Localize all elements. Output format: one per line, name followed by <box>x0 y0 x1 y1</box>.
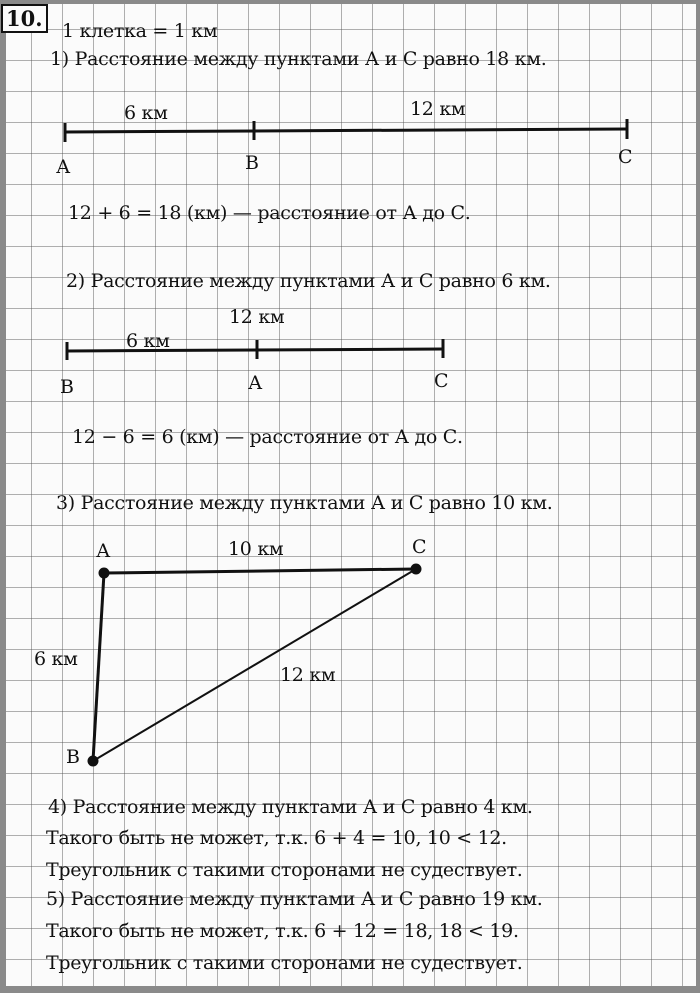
vertex-c <box>412 565 420 573</box>
task-number: 10. <box>1 4 48 33</box>
part1-heading: 1) Расстояние между пунктами А и С равно 18 км. <box>50 48 547 70</box>
part5-heading: 5) Расстояние между пунктами А и С равно 19 км. <box>46 888 543 910</box>
part3-label-bc: 12 км <box>280 664 336 686</box>
part3-label-ab: 6 км <box>34 648 78 670</box>
part5-line2: Треугольник с такими сторонами не судествует. <box>46 952 523 974</box>
vertex-b <box>89 757 97 765</box>
part4-line1: Такого быть не может, т.к. 6 + 4 = 10, 10 < 12. <box>46 827 507 849</box>
part1-point-c: С <box>618 146 633 168</box>
part1-label-6km: 6 км <box>124 102 168 124</box>
triangle-side-ab <box>93 573 104 761</box>
part2-heading: 2) Расстояние между пунктами А и С равно 6 км. <box>66 270 551 292</box>
part3-label-ac: 10 км <box>228 538 284 560</box>
triangle-side-ac <box>104 569 416 573</box>
part1-point-a: А <box>56 156 71 178</box>
scale-note: 1 клетка = 1 км <box>62 20 218 42</box>
part4-line2: Треугольник с такими сторонами не судествует. <box>46 859 523 881</box>
part2-point-a: А <box>248 372 263 394</box>
part2-label-6km: 6 км <box>126 330 170 352</box>
part5-line1: Такого быть не может, т.к. 6 + 12 = 18, 18 < 19. <box>46 920 519 942</box>
part1-label-12km: 12 км <box>410 98 466 120</box>
segment-line-2 <box>67 349 443 351</box>
part1-point-b: В <box>245 152 259 174</box>
part2-point-c: С <box>434 370 449 392</box>
part2-equation: 12 − 6 = 6 (км) — расстояние от А до С. <box>72 426 463 448</box>
triangle-side-bc <box>93 569 416 761</box>
part3-heading: 3) Расстояние между пунктами А и С равно 10 км. <box>56 492 553 514</box>
part2-point-b: В <box>60 376 74 398</box>
part1-equation: 12 + 6 = 18 (км) — расстояние от А до С. <box>68 202 471 224</box>
part4-heading: 4) Расстояние между пунктами А и С равно 4 км. <box>48 796 533 818</box>
part3-point-b: В <box>66 746 80 768</box>
part3-point-a: А <box>96 540 111 562</box>
part2-label-12km: 12 км <box>229 306 285 328</box>
vertex-a <box>100 569 108 577</box>
segment-line-1 <box>65 129 627 132</box>
part3-point-c: С <box>412 536 427 558</box>
